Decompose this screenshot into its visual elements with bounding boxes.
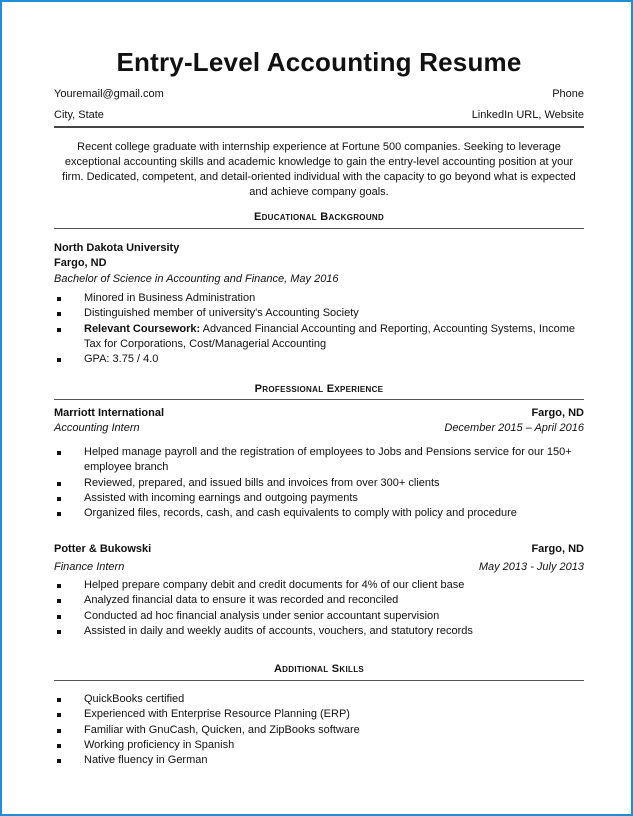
- job-role-row: [54, 421, 584, 436]
- job-bullet-list: [54, 578, 584, 639]
- education-heading: Educational Background: [253, 211, 385, 223]
- list-item: Native fluency in German: [54, 753, 584, 768]
- resume-title: Entry-Level Accounting Resume: [116, 47, 522, 77]
- job-location: Fargo, ND: [531, 407, 584, 419]
- list-item: Conducted ad hoc financial analysis under senior accountant supervision: [54, 609, 584, 624]
- skills-bullet-list: [54, 692, 584, 768]
- list-item: Helped manage payroll and the registration of employees to Jobs and Pensions service for our 150+ employee branch: [54, 445, 584, 476]
- list-item: Assisted with incoming earnings and outgoing payments: [54, 491, 584, 506]
- contact-row-2: [54, 108, 584, 123]
- coursework-label: Relevant Coursework:: [84, 322, 201, 335]
- experience-heading: Professional Experience: [254, 383, 384, 395]
- job-role-row: [54, 560, 584, 575]
- job-role: Accounting Intern: [54, 422, 140, 434]
- list-item: Analyzed financial data to ensure it was recorded and reconciled: [54, 593, 584, 608]
- list-item: Distinguished member of university's Accounting Society: [54, 306, 584, 321]
- skills-divider: [54, 680, 584, 681]
- contact-row-1: [54, 87, 584, 102]
- school-name: North Dakota University: [54, 242, 180, 254]
- list-item: Reviewed, prepared, and issued bills and invoices from over 300+ clients: [54, 476, 584, 491]
- job-bullet-list: [54, 445, 584, 521]
- list-item: Helped prepare company debit and credit documents for 4% of our client base: [54, 578, 584, 593]
- coursework-item: [54, 322, 584, 353]
- phone-text: Phone: [552, 88, 584, 100]
- education-divider: [54, 228, 584, 229]
- experience-divider: [54, 399, 584, 400]
- gpa-item: GPA: 3.75 / 4.0: [54, 352, 584, 367]
- list-item: Familiar with GnuCash, Quicken, and ZipBooks software: [54, 723, 584, 738]
- degree-text: Bachelor of Science in Accounting and Finance, May 2016: [54, 273, 339, 285]
- job-role: Finance Intern: [54, 561, 125, 573]
- school-location: Fargo, ND: [54, 257, 107, 269]
- education-bullet-list: [54, 291, 584, 367]
- company-name: Potter & Bukowski: [54, 543, 152, 555]
- list-item: Minored in Business Administration: [54, 291, 584, 306]
- list-item: Organized files, records, cash, and cash equivalents to comply with policy and procedure: [54, 506, 584, 521]
- list-item: Experienced with Enterprise Resource Planning (ERP): [54, 707, 584, 722]
- job-location: Fargo, ND: [531, 543, 584, 555]
- list-item: Assisted in daily and weekly audits of accounts, vouchers, and statutory records: [54, 624, 584, 639]
- company-name: Marriott International: [54, 407, 165, 419]
- coursework-text: Advanced Financial Accounting and Reporting, Accounting Systems, Income Tax for Corporations, Cost/Managerial Accounting: [84, 322, 575, 350]
- list-item: Working proficiency in Spanish: [54, 738, 584, 753]
- skills-heading: Additional Skills: [273, 663, 365, 675]
- summary-paragraph: Recent college graduate with internship experience at Fortune 500 companies. Seeking to leverage exceptional accounting skills and academic knowledge to gain the entry-level accounting position at your firm. Dedicated, competent, and detail-oriented individual with the capacity to go beyond what is expected and achieve company goals.: [62, 141, 576, 198]
- location-text: City, State: [54, 109, 104, 121]
- job-dates: May 2013 - July 2013: [478, 561, 584, 573]
- header-divider: [54, 126, 584, 128]
- job-dates: December 2015 – April 2016: [444, 422, 584, 434]
- links-text: LinkedIn URL, Website: [471, 109, 584, 121]
- list-item: QuickBooks certified: [54, 692, 584, 707]
- email-text: Youremail@gmail.com: [54, 88, 164, 100]
- job-header: [54, 542, 584, 557]
- job-header: [54, 406, 584, 421]
